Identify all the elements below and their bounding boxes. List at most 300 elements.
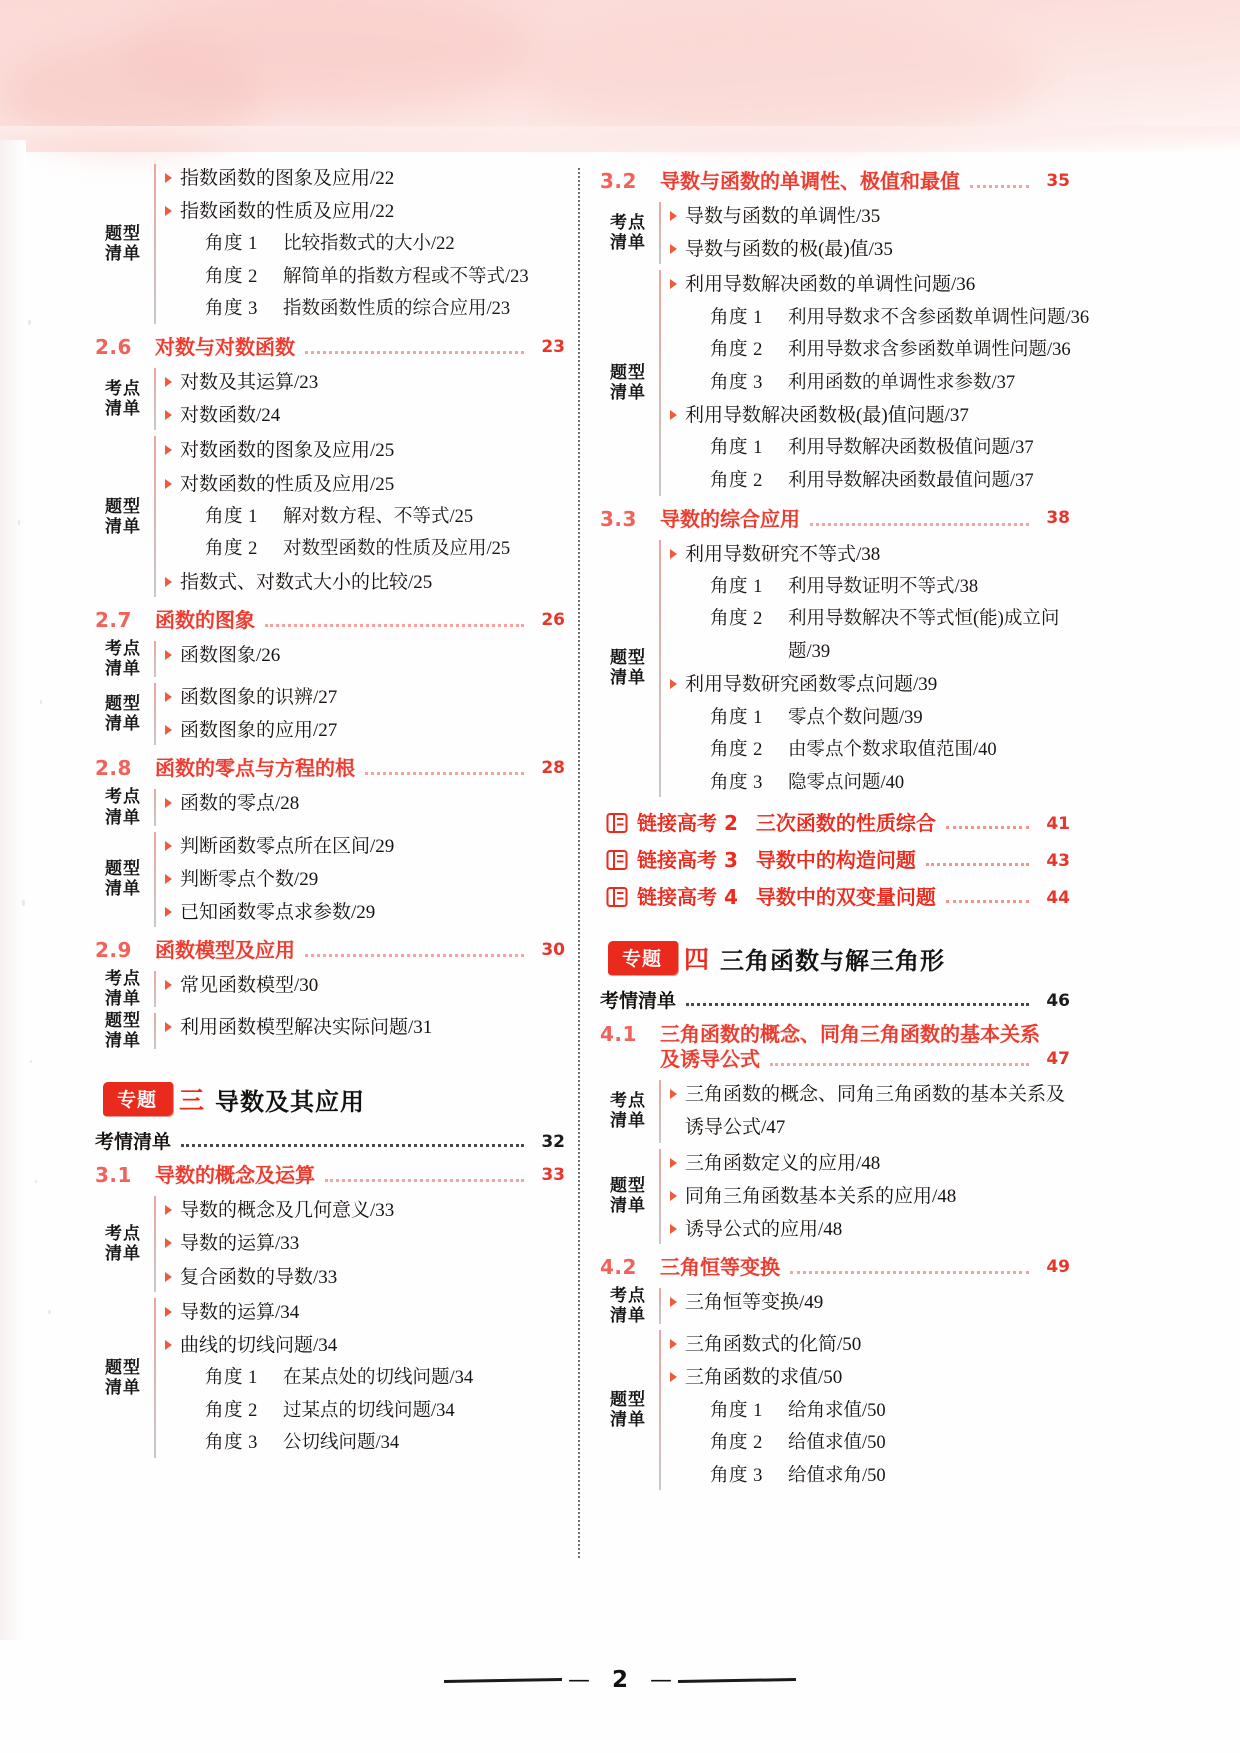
list-label-line: 清单 [105,516,141,537]
angle-row [165,501,565,534]
book-link-icon [606,886,630,908]
toc-left-column [95,160,565,1462]
angle-row [670,1395,1070,1428]
list-label-line: 题型 [105,859,141,880]
book-link-icon [606,849,630,871]
list-item: 指数函数的图象及应用/22 [165,162,565,195]
list-rule [154,436,156,597]
list-label [600,1286,656,1326]
scan-speckle [28,320,31,325]
list-block [95,787,565,827]
list-items [670,1286,1070,1326]
angle-text: 对数型函数的性质及应用/25 [283,539,511,560]
list-block [600,1147,1070,1247]
leader-dots [970,185,1029,188]
exam-link-title: 导数中的构造问题 [755,848,916,873]
list-label-line: 题型 [105,223,141,244]
angle-row [670,571,1070,604]
list-block [95,1011,565,1051]
angle-text: 给值求值/50 [788,1433,886,1454]
section-number: 2.9 [95,938,132,963]
angle-text: 过某点的切线问题/34 [283,1400,455,1421]
angle-text: 公切线问题/34 [283,1433,400,1454]
list-item: 判断函数零点所在区间/29 [165,830,565,863]
list-item: 对数函数的性质及应用/25 [165,468,565,501]
angle-text: 给值求角/50 [788,1465,886,1486]
list-block [95,639,565,679]
list-item: 曲线的切线问题/34 [165,1329,565,1362]
list-item: 三角函数的概念、同角三角函数的基本关系及 [670,1078,1070,1111]
angle-row [670,465,1070,498]
angle-text: 解简单的指数方程或不等式/23 [283,266,529,287]
angle-row [670,1460,1070,1493]
list-block [95,681,565,747]
exam-link-label: 链接高考 2 [637,811,738,836]
scan-speckle [48,1310,51,1314]
section-title-cont: 及诱导公式 [660,1047,760,1072]
list-item: 导数的运算/34 [165,1296,565,1329]
toc-section [600,507,1070,800]
list-item: 判断零点个数/29 [165,863,565,896]
angle-tag: 角度 2 [205,539,258,560]
angle-text: 比较指数式的大小/22 [283,234,455,255]
list-item: 导数与函数的单调性/35 [670,200,1070,233]
list-items [670,1078,1070,1144]
angle-row [165,1362,565,1395]
section-heading[interactable] [95,756,565,781]
list-label-line: 清单 [105,1031,141,1052]
exam-overview-title: 考情清单 [95,1131,172,1154]
section-title: 函数的零点与方程的根 [155,756,355,781]
exam-link-row[interactable] [606,881,1070,910]
list-rule [154,1013,156,1049]
section-title: 函数模型及应用 [155,938,295,963]
list-items [165,639,565,679]
page-number: 2 [611,1667,628,1693]
list-block [600,1286,1070,1326]
list-items [670,1147,1070,1247]
toc-section [600,1255,1070,1492]
list-items [165,681,565,747]
exam-link-label: 链接高考 4 [637,885,738,910]
angle-text: 利用导数求含参函数单调性问题/36 [788,340,1071,361]
list-label-line: 清单 [105,659,141,680]
list-block [95,1194,565,1294]
topic-title: 三角函数与解三角形 [720,946,946,975]
section-heading[interactable] [600,1022,1070,1072]
angle-text: 利用导数解决不等式恒(能)成立问 [788,609,1060,630]
exam-link-page-number: 43 [1046,851,1070,872]
exam-link-title: 三次函数的性质综合 [755,811,936,836]
list-item: 对数函数的图象及应用/25 [165,434,565,467]
topic-banner [608,940,1070,976]
list-items [165,830,565,930]
list-item: 三角函数的求值/50 [670,1361,1070,1394]
list-items [670,538,1070,800]
exam-link-title: 导数中的双变量问题 [755,885,936,910]
list-item: 导数与函数的极(最)值/35 [670,233,1070,266]
angle-row [165,293,565,326]
exam-overview-heading[interactable] [95,1127,565,1154]
leader-dots [790,1271,1029,1274]
topic-number: 三 [179,1086,206,1116]
toc-section [95,938,565,1051]
list-block [95,162,565,326]
list-rule [659,1330,661,1490]
list-items [165,787,565,827]
list-label-line: 考点 [610,1091,646,1112]
section-title: 导数的综合应用 [660,506,800,531]
list-label-line: 清单 [610,1111,646,1132]
list-label [600,1328,656,1492]
list-block [600,1078,1070,1144]
list-item: 利用导数解决函数的单调性问题/36 [670,268,1070,301]
scan-speckle [40,700,42,704]
list-label-line: 考点 [105,969,141,990]
list-label-line: 考点 [610,1286,646,1307]
section-number: 3.3 [600,506,637,531]
list-block [95,830,565,930]
section-heading[interactable] [600,1255,1070,1280]
leader-dots [265,624,524,627]
exam-overview-page-number: 32 [541,1132,565,1153]
angle-tag: 角度 1 [710,576,763,597]
list-items [165,1011,565,1051]
list-label-line: 清单 [610,668,646,689]
list-items [670,1328,1070,1492]
list-item: 利用导数研究不等式/38 [670,538,1070,571]
book-link-icon [606,812,630,834]
angle-tag: 角度 3 [710,772,763,793]
list-item: 对数及其运算/23 [165,366,565,399]
toc-section [95,608,565,747]
leader-dots [926,863,1029,866]
list-item: 指数函数的性质及应用/22 [165,195,565,228]
list-items [165,162,565,326]
scan-speckle [22,900,25,906]
list-label [95,366,151,432]
section-page-number: 47 [1046,1048,1070,1069]
footer-dash-left: — [567,1667,590,1693]
angle-tag: 角度 3 [205,299,258,320]
list-label-line: 清单 [105,1377,141,1398]
section-title: 三角恒等变换 [660,1255,780,1280]
scan-speckle [30,1060,32,1063]
angle-text: 题/39 [788,641,831,662]
list-block [600,538,1070,800]
angle-text: 利用导数求不含参函数单调性问题/36 [788,307,1090,328]
angle-row [165,1395,565,1428]
list-label-line: 考点 [105,379,141,400]
list-item: 函数的零点/28 [165,787,565,820]
section-title: 导数的概念及运算 [155,1163,315,1188]
exam-link-label: 链接高考 3 [637,848,738,873]
section-number: 2.6 [95,335,132,360]
scan-speckle [35,1180,37,1183]
angle-row [670,767,1070,800]
angle-text: 给角求值/50 [788,1400,886,1421]
list-items [670,200,1070,266]
list-rule [154,789,156,825]
list-label-line: 题型 [105,694,141,715]
list-item: 利用导数解决函数极(最)值问题/37 [670,399,1070,432]
list-rule [659,202,661,264]
leader-dots [325,1179,524,1182]
list-items [165,366,565,432]
list-label [95,639,151,679]
angle-tag: 角度 1 [710,707,763,728]
leader-dots [946,900,1029,903]
leader-dots [181,1144,524,1147]
footer-dash-right: — [650,1667,672,1693]
section-number: 4.1 [600,1022,637,1047]
list-rule [154,368,156,430]
angle-tag: 角度 1 [205,506,258,527]
list-label-line: 清单 [105,244,141,265]
list-block [600,200,1070,266]
list-item: 对数函数/24 [165,399,565,432]
list-block [95,1296,565,1460]
list-label-line: 清单 [105,1244,141,1264]
list-item: 同角三角函数基本关系的应用/48 [670,1180,1070,1213]
leader-dots [810,523,1029,526]
section-heading[interactable] [95,938,565,963]
angle-row [670,432,1070,465]
angle-tag: 角度 1 [205,234,258,255]
list-label [95,1011,151,1051]
toc-section [95,335,565,599]
list-item: 常见函数模型/30 [165,969,565,1002]
scan-speckle [18,520,20,525]
list-label-line: 清单 [105,399,141,420]
topic-title: 导数及其应用 [215,1087,366,1116]
exam-link-page-number: 44 [1046,888,1070,909]
list-item: 复合函数的导数/33 [165,1261,565,1294]
angle-tag: 角度 3 [205,1433,258,1454]
leader-dots [946,826,1029,829]
list-item: 诱导公式的应用/48 [670,1213,1070,1246]
list-item: 已知函数零点求参数/29 [165,896,565,929]
list-item: 三角恒等变换/49 [670,1286,1070,1319]
angle-text: 解对数方程、不等式/25 [283,506,474,527]
list-label [95,1296,151,1460]
list-label-line: 考点 [105,1223,141,1244]
list-item: 函数图象的应用/27 [165,714,565,747]
section-heading-line1 [600,1022,1070,1047]
angle-tag: 角度 2 [205,266,258,287]
section-heading[interactable] [95,1163,565,1188]
angle-row [165,261,565,294]
angle-tag: 角度 1 [710,438,763,459]
angle-text: 利用导数证明不等式/38 [788,576,979,597]
list-item: 函数图象的识辨/27 [165,681,565,714]
angle-tag: 角度 1 [710,307,763,328]
leader-dots [686,1003,1029,1006]
list-rule [659,1288,661,1324]
leader-dots [365,772,524,775]
angle-text: 利用函数的单调性求参数/37 [788,372,1016,393]
angle-row [670,1427,1070,1460]
list-label-line: 清单 [105,714,141,735]
list-label [95,434,151,599]
list-label-line: 题型 [610,648,646,669]
list-label-line: 清单 [105,989,141,1010]
angle-tag: 角度 2 [710,1433,763,1454]
exam-link-row[interactable] [606,807,1070,836]
exam-link-page-number: 41 [1046,814,1070,835]
list-item: 函数图象/26 [165,639,565,672]
list-label-line: 清单 [610,1306,646,1327]
section-heading-line2 [600,1047,1070,1072]
section-page-number: 35 [1046,170,1070,191]
section-number: 2.7 [95,608,132,633]
angle-text: 利用导数解决函数最值问题/37 [788,470,1034,491]
list-label-line: 题型 [105,1357,141,1378]
angle-row [670,334,1070,367]
exam-link-row[interactable] [606,844,1070,873]
angle-text: 指数函数性质的综合应用/23 [283,299,511,320]
column-divider [578,168,580,1558]
list-items [165,969,565,1009]
list-item: 导数的运算/33 [165,1227,565,1260]
leader-dots [770,1063,1029,1066]
list-rule [154,683,156,745]
angle-tag: 角度 3 [710,372,763,393]
list-item: 利用导数研究函数零点问题/39 [670,668,1070,701]
list-label-line: 考点 [610,213,646,234]
angle-tag: 角度 3 [710,1465,763,1486]
list-label-line: 清单 [610,1410,646,1431]
list-label-line: 清单 [105,879,141,900]
section-heading[interactable] [600,169,1070,194]
list-items [670,268,1090,497]
list-label-line: 题型 [610,1390,646,1411]
topic-badge: 专题 [608,941,678,975]
exam-overview-page-number: 46 [1046,991,1070,1012]
list-label [600,1078,656,1144]
list-label-line: 考点 [105,787,141,808]
toc-right-column [600,160,1090,1494]
section-page-number: 38 [1046,508,1070,529]
section-number: 3.1 [95,1163,132,1188]
list-rule [154,832,156,928]
section-heading[interactable] [95,608,565,633]
list-rule [154,971,156,1007]
section-title: 函数的图象 [155,608,255,633]
topic-number: 四 [684,945,711,975]
angle-row [670,603,1070,636]
section-title: 三角函数的概念、同角三角函数的基本关系 [660,1022,1040,1047]
list-item: 三角函数定义的应用/48 [670,1147,1070,1180]
angle-row [670,367,1070,400]
list-label-line: 题型 [105,1011,141,1032]
leader-dots [305,954,524,957]
section-title: 对数与对数函数 [155,335,295,360]
list-item: 诱导公式/47 [685,1117,786,1139]
angle-tag: 角度 1 [710,1400,763,1421]
list-label [600,1147,656,1247]
angle-text: 零点个数问题/39 [788,707,923,728]
angle-text: 由零点个数求取值范围/40 [788,740,997,761]
list-rule [154,1196,156,1292]
list-block [95,434,565,599]
list-item: 导数的概念及几何意义/33 [165,1194,565,1227]
list-item: 利用函数模型解决实际问题/31 [165,1011,565,1044]
angle-tag: 角度 2 [710,609,763,630]
toc-section [600,169,1090,498]
list-block [95,366,565,432]
section-page-number: 23 [541,336,565,357]
list-label [600,538,656,800]
list-rule [659,1149,661,1245]
angle-text: 隐零点问题/40 [788,772,905,793]
list-label [600,268,656,497]
list-label-line: 清单 [610,233,646,254]
angle-row [670,302,1090,335]
list-rule [659,540,661,798]
angle-tag: 角度 2 [710,740,763,761]
section-heading[interactable] [95,335,565,360]
section-heading[interactable] [600,507,1070,532]
list-items [165,1296,565,1460]
list-rule [154,1298,156,1458]
exam-overview-title: 考情清单 [600,990,677,1013]
list-items [165,434,565,599]
section-number: 4.2 [600,1255,637,1280]
list-rule [154,164,156,324]
footer-rule-left [444,1677,562,1682]
list-items [165,1194,565,1294]
list-label-line: 清单 [610,382,646,403]
page-footer [0,1667,1240,1693]
angle-row [670,636,1070,669]
list-rule [659,1080,661,1142]
list-item: 指数式、对数式大小的比较/25 [165,566,565,599]
list-block [95,969,565,1009]
angle-row [165,533,565,566]
footer-rule-right [678,1677,796,1682]
section-number: 2.8 [95,756,132,781]
angle-tag: 角度 2 [710,340,763,361]
angle-text: 利用导数解决函数极值问题/37 [788,438,1034,459]
list-label-line: 题型 [105,496,141,517]
list-label-line: 题型 [610,1176,646,1197]
list-rule [154,641,156,677]
section-page-number: 30 [541,939,565,960]
list-block [600,268,1090,497]
angle-tag: 角度 2 [710,470,763,491]
list-label-line: 考点 [105,639,141,660]
list-label [95,162,151,326]
angle-row [165,228,565,261]
list-label [600,200,656,266]
toc-section [600,1022,1070,1246]
angle-text: 在某点处的切线问题/34 [283,1368,474,1389]
list-label [95,681,151,747]
angle-row [670,702,1070,735]
angle-row [165,1427,565,1460]
section-page-number: 33 [541,1165,565,1185]
list-rule [659,270,661,495]
section-page-number: 49 [1046,1256,1070,1277]
list-label-line: 清单 [105,807,141,828]
list-item: 三角函数式的化简/50 [670,1328,1070,1361]
list-label [95,830,151,930]
list-block [600,1328,1070,1492]
leader-dots [305,351,524,354]
list-label-line: 题型 [610,362,646,383]
exam-overview-heading[interactable] [600,986,1070,1013]
